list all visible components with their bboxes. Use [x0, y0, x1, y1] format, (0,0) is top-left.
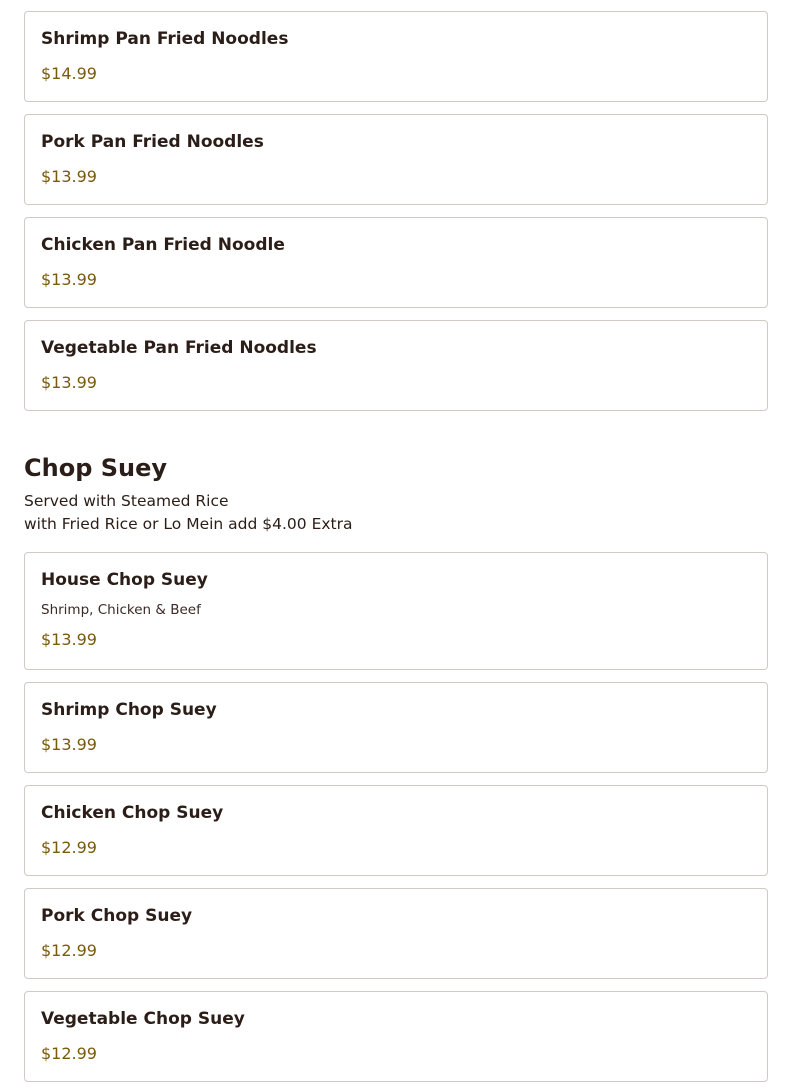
menu-item-card[interactable]	[24, 682, 768, 773]
item-price: $13.99	[41, 167, 97, 186]
menu-item-card[interactable]	[24, 217, 768, 308]
menu-item-card[interactable]	[24, 320, 768, 411]
item-price: $12.99	[41, 838, 97, 857]
item-description: Shrimp, Chicken & Beef	[41, 602, 201, 618]
menu-item-card[interactable]	[24, 785, 768, 876]
item-name: Shrimp Pan Fried Noodles	[41, 29, 289, 49]
item-price: $13.99	[41, 630, 97, 649]
item-name: House Chop Suey	[41, 570, 208, 590]
menu-item-card[interactable]	[24, 11, 768, 102]
menu-item-card[interactable]	[24, 114, 768, 205]
item-name: Chicken Pan Fried Noodle	[41, 235, 285, 255]
menu-item-card[interactable]	[24, 991, 768, 1082]
menu-item-card[interactable]	[24, 552, 768, 670]
menu-item-card[interactable]	[24, 888, 768, 979]
menu-list	[24, 11, 768, 1092]
section-header-chop-suey	[24, 423, 768, 536]
item-name: Pork Pan Fried Noodles	[41, 132, 264, 152]
item-name: Vegetable Pan Fried Noodles	[41, 338, 317, 358]
item-name: Shrimp Chop Suey	[41, 700, 217, 720]
item-name: Chicken Chop Suey	[41, 803, 224, 823]
item-name: Vegetable Chop Suey	[41, 1009, 245, 1029]
section-title: Chop Suey	[24, 454, 168, 482]
item-price: $13.99	[41, 735, 97, 754]
section-note: with Fried Rice or Lo Mein add $4.00 Extra	[24, 515, 353, 533]
item-price: $12.99	[41, 1044, 97, 1063]
item-price: $14.99	[41, 64, 97, 83]
item-price: $13.99	[41, 270, 97, 289]
item-price: $13.99	[41, 373, 97, 392]
item-price: $12.99	[41, 941, 97, 960]
section-note: Served with Steamed Rice	[24, 492, 229, 510]
item-name: Pork Chop Suey	[41, 906, 193, 926]
